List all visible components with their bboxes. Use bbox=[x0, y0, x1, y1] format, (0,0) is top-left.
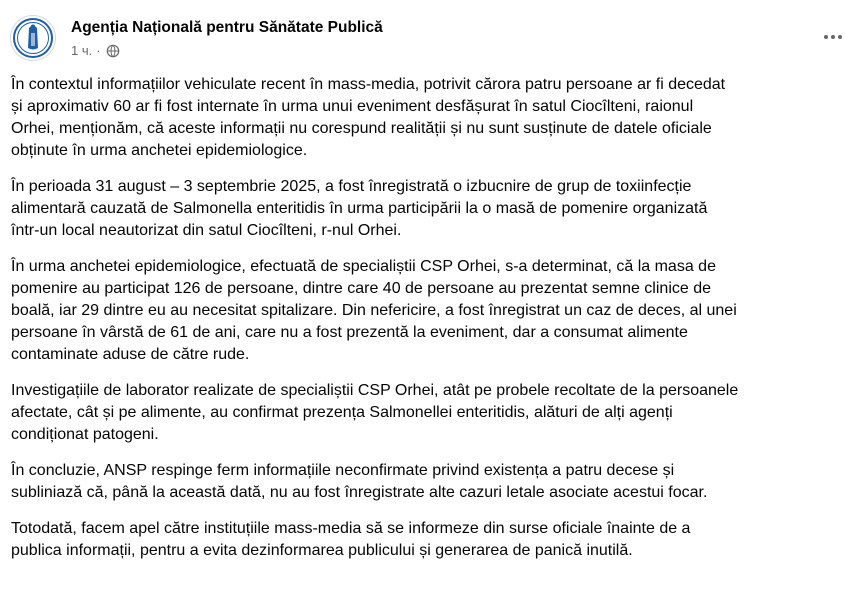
paragraph-2 bbox=[11, 176, 845, 242]
text-line: Investigațiile de laborator realizate de specialiștii CSP Orhei, atât pe probele recoltate de la persoanele bbox=[11, 382, 739, 399]
text-line: pomenire au participat 126 de persoane, dintre care 40 de persoane au prezentat semne clinice de bbox=[11, 280, 712, 297]
text-line: Totodată, facem apel către instituțiile mass-media să se informeze din surse oficiale înainte de a bbox=[11, 520, 691, 537]
text-line: În perioada 31 august – 3 septembrie 2025, a fost înregistrată o izbucnire de grup de toxiinfecție bbox=[11, 178, 692, 195]
text-line: afectate, cât și pe alimente, au confirmat prezența Salmonellei enteritidis, alături de alți agenți bbox=[11, 404, 673, 421]
paragraph-4 bbox=[11, 380, 845, 446]
avatar[interactable] bbox=[10, 15, 56, 61]
post-header bbox=[10, 13, 845, 65]
paragraph-1 bbox=[11, 74, 845, 162]
post-time[interactable]: 1 ч. bbox=[71, 43, 93, 58]
text-line: Orhei, menționăm, că aceste informații nu corespund realității și nu sunt susținute de datele oficiale bbox=[11, 120, 712, 137]
text-line: și aproximativ 60 ar fi fost internate în urma unui eveniment desfășurat în satul Ciocîlteni, raionul bbox=[11, 98, 694, 115]
agency-logo-icon bbox=[11, 16, 55, 60]
text-line: alimentară cauzată de Salmonella enteritidis în urma participării la o masă de pomenire organizată bbox=[11, 200, 708, 217]
paragraph-3 bbox=[11, 256, 845, 366]
paragraph-5 bbox=[11, 460, 845, 504]
text-line: condiționat patogeni. bbox=[11, 426, 159, 443]
text-line: În urma anchetei epidemiologice, efectuată de specialiștii CSP Orhei, s-a determinat, că la masa de bbox=[11, 258, 716, 275]
text-line: În concluzie, ANSP respinge ferm informațiile neconfirmate privind existența a patru decese și bbox=[11, 462, 675, 479]
more-options-button[interactable] bbox=[821, 25, 845, 49]
paragraph-6 bbox=[11, 518, 845, 562]
text-line: publica informații, pentru a evita dezinformarea publicului și generarea de panică inutilă. bbox=[11, 542, 633, 559]
more-horizontal-icon bbox=[821, 25, 845, 49]
meta-separator: · bbox=[96, 43, 101, 58]
post-text bbox=[11, 74, 845, 576]
text-line: contaminate aduse de către rude. bbox=[11, 346, 250, 363]
text-line: obținute în urma anchetei epidemiologice. bbox=[11, 142, 308, 159]
text-line: subliniază că, până la această dată, nu au fost înregistrate alte cazuri letale asociate acestui focar. bbox=[11, 484, 708, 501]
text-line: într-un local neautorizat din satul Ciocîlteni, r-nul Orhei. bbox=[11, 222, 402, 239]
globe-icon[interactable] bbox=[106, 44, 120, 58]
text-line: boală, iar 29 dintre eu au necesitat spitalizare. Din nefericire, a fost înregistrat un caz de deces, al unei bbox=[11, 302, 737, 319]
post-meta bbox=[71, 43, 120, 58]
text-line: În contextul informațiilor vehiculate recent în mass-media, potrivit cărora patru persoane ar fi decedat bbox=[11, 76, 726, 93]
text-line: persoane în vârstă de 61 de ani, care nu a fost prezentă la eveniment, dar a consumat alimente bbox=[11, 324, 688, 341]
page-name[interactable]: Agenția Națională pentru Sănătate Publică bbox=[71, 19, 383, 36]
